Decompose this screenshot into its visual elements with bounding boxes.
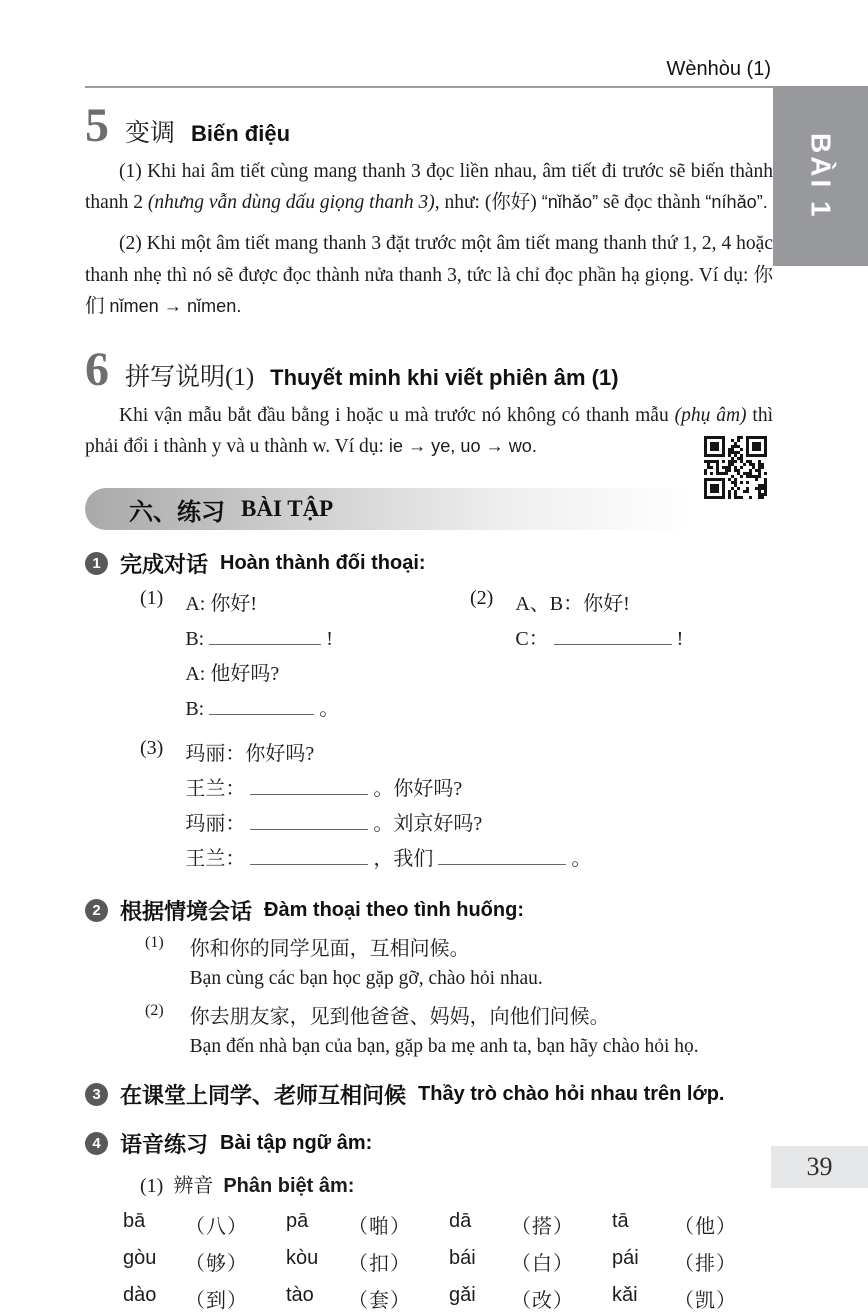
page-number: 39 (806, 1152, 833, 1181)
exercise-2-items (145, 934, 773, 1061)
exercise-banner-zh: 六、练习 (129, 499, 225, 526)
phonetics-cell: pái （排） (612, 1246, 737, 1275)
section-5-title-vi: Biến điệu (191, 121, 291, 146)
exercise-4-heading (85, 1128, 773, 1159)
exercise-1-title-vi: Hoàn thành đối thoại: (220, 552, 426, 575)
exercise-2-heading (85, 895, 773, 926)
section-6-title-zh: 拼写说明(1) (125, 363, 255, 391)
situation-item-2-zh: 你去朋友家，见到他爸爸、妈妈，向他们问候。 (189, 1005, 610, 1028)
dialog-line: A: 你好! (185, 593, 257, 616)
section-5-paragraph-1 (85, 156, 773, 218)
answer-blank (250, 777, 368, 795)
exercise-4-number-badge: 4 (85, 1132, 108, 1155)
lesson-side-tab-label: BÀI 1 (805, 132, 837, 220)
situation-item-2-label: (2) (145, 1001, 164, 1019)
section-6-paragraph-1 (85, 400, 773, 462)
phonetics-cell: bái （白） (449, 1246, 574, 1275)
phonetics-cell: gǎi （改） (449, 1283, 574, 1312)
exercise-4-sub-vi: Phân biệt âm: (223, 1174, 355, 1197)
p1-italic-note: (nhưng vẫn dùng dấu giọng thanh 3) (147, 192, 435, 214)
exercise-3-title-zh: 在课堂上同学、老师互相问候 (120, 1082, 407, 1108)
dialog-line: 玛丽：你好吗? (185, 743, 315, 766)
phonetics-cell: tā （他） (612, 1209, 737, 1238)
section-5-title-zh: 变调 (125, 120, 176, 147)
dialog-item-3 (140, 737, 773, 877)
p1-text: (1) Khi hai âm tiết cùng mang thanh 3 đọc liền nhau, âm tiết đi trước sẽ biến thành thanh 2 (85, 161, 773, 214)
phonetics-cell: bā （八） (123, 1209, 248, 1238)
section-6-heading (85, 342, 773, 396)
dialog-line: 王兰： ，我们 。 (185, 848, 592, 871)
exercise-3-heading (85, 1079, 773, 1110)
answer-blank (250, 847, 368, 865)
phonetics-cell: dào （到） (123, 1283, 248, 1312)
phonetics-cell: tào （套） (286, 1283, 411, 1312)
exercise-4-title-zh: 语音练习 (120, 1131, 209, 1157)
answer-blank (209, 697, 314, 715)
answer-blank (209, 627, 321, 645)
phonetics-cell: pā （啪） (286, 1209, 411, 1238)
dialog-item-3-label: (3) (140, 737, 164, 760)
p1-pinyin-2: “níhǎo”. (705, 192, 768, 213)
answer-blank (554, 627, 672, 645)
exercise-4-title-vi: Bài tập ngữ âm: (220, 1131, 373, 1154)
situation-item-2 (145, 1002, 773, 1061)
phonetics-cell: gòu （够） (123, 1246, 248, 1275)
dialog-item-1-label: (1) (140, 587, 164, 610)
exercise-banner-row (85, 488, 773, 530)
section-5-paragraph-2 (85, 228, 773, 322)
section-6-title-vi: Thuyết minh khi viết phiên âm (1) (270, 364, 619, 390)
answer-blank (438, 847, 566, 865)
dialog-line: B: 。 (185, 698, 340, 721)
phonetics-cell: dā （搭） (449, 1209, 574, 1238)
dialog-line: A、B：你好! (515, 593, 630, 616)
dialog-line: 玛丽： 。刘京好吗? (185, 813, 483, 836)
p2-pinyin: nǐmen → nǐmen. (109, 295, 242, 316)
qr-code (704, 436, 768, 500)
s6-text: Khi vận mẫu bắt đầu bằng i hoặc u mà trước nó không có thanh mẫu (119, 404, 675, 426)
page-content (85, 58, 773, 1313)
section-5-heading (85, 99, 773, 152)
lesson-side-tab (773, 86, 868, 266)
running-header-title: Wènhòu (1) (666, 58, 771, 80)
dialog-item-2 (470, 587, 773, 657)
exercise-2-title-vi: Đàm thoại theo tình huống: (264, 899, 524, 922)
page-number-box (771, 1146, 868, 1188)
answer-blank (250, 812, 368, 830)
exercise-1-title-zh: 完成对话 (120, 552, 209, 578)
situation-item-1 (145, 934, 773, 993)
exercise-1-dialogs (140, 587, 773, 877)
dialog-line: B: ! (185, 628, 333, 651)
exercise-2-number-badge: 2 (85, 899, 108, 922)
exercise-3-title-vi: Thầy trò chào hỏi nhau trên lớp. (418, 1082, 725, 1105)
s6-pinyin: ie → ye, uo → wo. (388, 436, 537, 457)
dialog-line: 王兰： 。你好吗? (185, 778, 463, 801)
dialog-item-1 (140, 587, 470, 727)
exercise-2-title-zh: 根据情境会话 (120, 899, 253, 925)
phonetics-cell: kòu （扣） (286, 1246, 411, 1275)
situation-item-2-vi: Bạn đến nhà bạn của bạn, gặp ba mẹ anh ta, bạn hãy chào hỏi họ. (189, 1035, 699, 1057)
phonetics-table (123, 1210, 773, 1313)
exercise-1-heading (85, 548, 773, 579)
section-5-number: 5 (85, 99, 109, 152)
exercise-3-number-badge: 3 (85, 1083, 108, 1106)
dialog-line: A: 他好吗? (185, 663, 280, 686)
exercise-banner-vi: BÀI TẬP (241, 496, 334, 522)
situation-item-1-vi: Bạn cùng các bạn học gặp gỡ, chào hỏi nhau. (189, 968, 543, 990)
p1-text-3: sẽ đọc thành (598, 192, 706, 214)
p1-pinyin-1: “nǐhǎo” (541, 192, 599, 213)
exercise-4-sub-label: (1) (140, 1174, 164, 1197)
dialog-line: C： ! (515, 628, 684, 651)
running-header (85, 58, 773, 81)
exercise-4-sub-zh: 辨音 (173, 1174, 214, 1197)
situation-item-1-zh: 你和你的同学见面，互相问候。 (189, 938, 470, 961)
s6-text-2: thì phải đổi i thành y và u thành w. Ví dụ: (85, 404, 773, 458)
situation-item-1-label: (1) (145, 934, 164, 952)
dialog-item-2-label: (2) (470, 587, 494, 610)
p1-text-2: , như: (你好) (434, 192, 542, 214)
p2-text: (2) Khi một âm tiết mang thanh 3 đặt trước một âm tiết mang thanh thứ 1, 2, 4 hoặc thanh nhẹ thì nó sẽ được đọc thành nửa thanh 3, tức là chỉ đọc phần hạ giọng. Ví dụ: 你们 (85, 233, 773, 317)
phonetics-cell: kǎi （凯） (612, 1283, 737, 1312)
exercise-4-subheading (140, 1169, 773, 1198)
header-rule (85, 86, 773, 88)
section-6-number: 6 (85, 342, 109, 396)
exercise-1-number-badge: 1 (85, 552, 108, 575)
s6-italic-note: (phụ âm) (674, 404, 747, 426)
exercise-banner (85, 488, 693, 530)
